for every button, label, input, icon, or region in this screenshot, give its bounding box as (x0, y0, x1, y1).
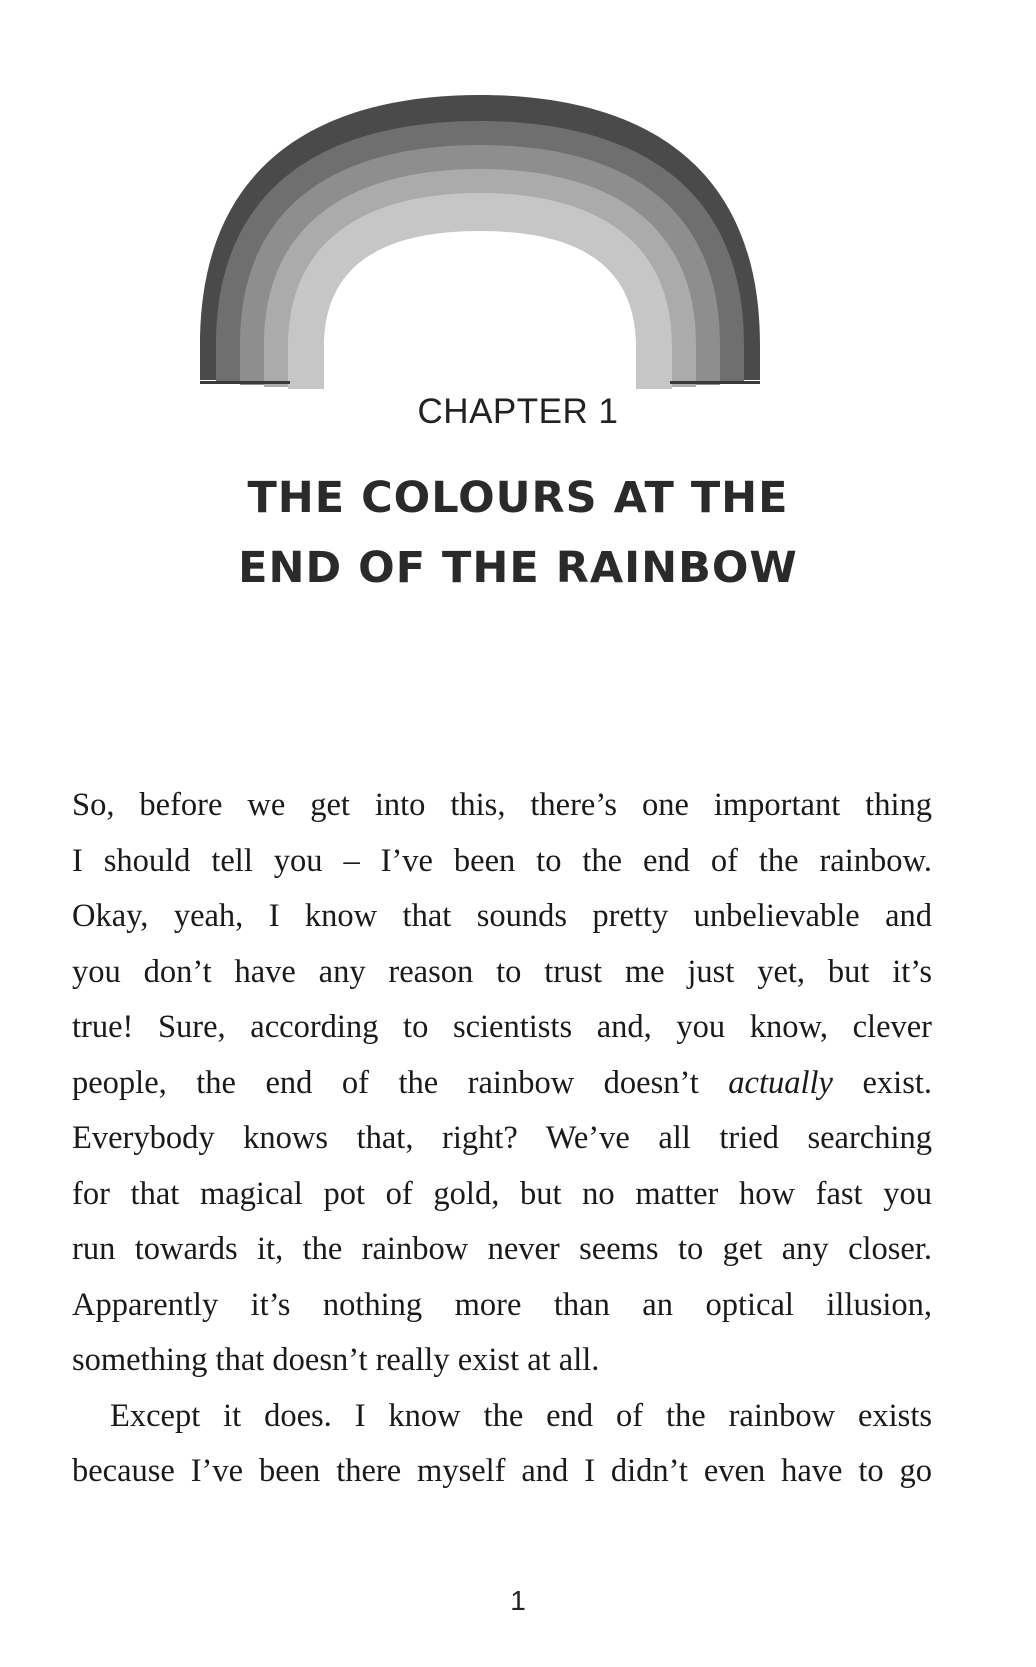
chapter-title-line-1: THE COLOURS AT THE (247, 473, 789, 523)
rainbow-icon (200, 95, 760, 415)
text-line: because I’ve been there myself and I didn’t even have to go (72, 1453, 932, 1489)
text-line: for that magical pot of gold, but no matter how fast you (72, 1175, 932, 1212)
text-line: something that doesn’t really exist at all. (72, 1342, 600, 1378)
chapter-title-line-2: END OF THE RAINBOW (238, 543, 798, 593)
chapter-number: CHAPTER 1 (417, 392, 619, 431)
emphasis-actually: actually (728, 1064, 833, 1101)
rainbow-right-base (670, 381, 760, 384)
text-line: Apparently it’s nothing more than an optical illusion, (72, 1286, 932, 1323)
text-line: true! Sure, according to scientists and, you know, clever (72, 1009, 932, 1045)
paragraph-1 (72, 778, 932, 1389)
text-line: Everybody knows that, right? We’ve all tried searching (72, 1120, 932, 1156)
text-line (72, 1056, 932, 1112)
text-line: Okay, yeah, I know that sounds pretty unbelievable and (72, 898, 932, 934)
text-line: Except it does. I know the end of the rainbow exists (110, 1397, 932, 1434)
text-segment: exist. (832, 1064, 932, 1101)
chapter-title (0, 463, 1036, 603)
body-text (72, 778, 932, 1500)
text-line: you don’t have any reason to trust me just yet, but it’s (72, 953, 932, 990)
text-line: run towards it, the rainbow never seems to get any closer. (72, 1231, 932, 1267)
paragraph-2 (72, 1389, 932, 1500)
text-segment: people, the end of the rainbow doesn’t (72, 1064, 729, 1101)
text-line: I should tell you – I’ve been to the end of the rainbow. (72, 842, 932, 879)
page-number: 1 (510, 1585, 526, 1616)
rainbow-left-base (200, 381, 290, 384)
text-line: So, before we get into this, there’s one important thing (72, 787, 932, 823)
